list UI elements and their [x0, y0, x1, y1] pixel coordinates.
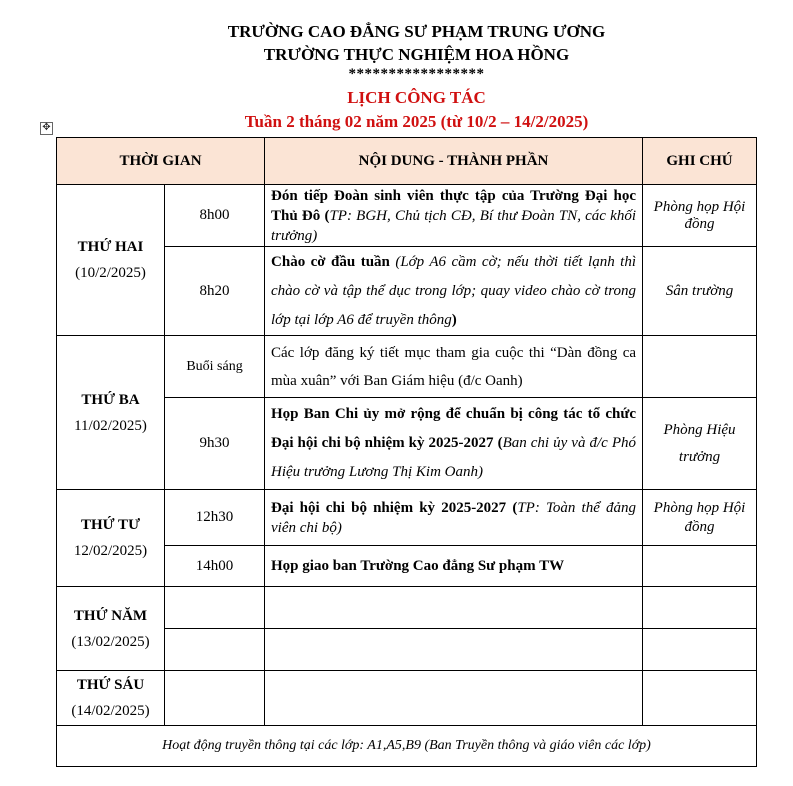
content-cell [265, 629, 643, 671]
content-cell [265, 546, 643, 587]
document-subtitle: Tuần 2 tháng 02 năm 2025 (từ 10/2 – 14/2/2025) [244, 112, 589, 131]
content-italic: TP: Toàn thể đảng viên chi bộ) [271, 499, 637, 536]
day-date: (13/02/2025) [71, 633, 150, 650]
time-cell: 9h30 [165, 398, 265, 490]
sub-school-name: TRƯỜNG THỰC NGHIỆM HOA HỒNG [263, 45, 570, 64]
time-cell: Buổi sáng [165, 336, 265, 398]
school-name: TRƯỜNG CAO ĐẲNG SƯ PHẠM TRUNG ƯƠNG [227, 22, 606, 41]
table-row [57, 185, 757, 247]
content-bold-end: ) [451, 311, 457, 328]
time-cell [165, 671, 265, 726]
note-cell: Phòng họp Hội đồng [643, 185, 757, 247]
table-row [57, 336, 757, 398]
content-italic: (Lớp A6 cầm cờ; nếu thời tiết lạnh thì chào cờ và tập thể dục trong lớp; quay video chào cờ trong lớp tại lớp A6 để truyền thông [271, 253, 637, 328]
note-cell: Phòng họp Hội đồng [643, 490, 757, 546]
content-cell [265, 490, 643, 546]
time-cell [165, 587, 265, 629]
content-italic: Ban chi ủy và đ/c Phó Hiệu trưởng Lương Thị Kim Oanh) [271, 435, 637, 480]
day-cell-wednesday [57, 490, 165, 587]
table-row [57, 490, 757, 546]
content-bold: Đại hội chi bộ nhiệm kỳ 2025-2027 ( [271, 499, 518, 516]
time-cell [165, 629, 265, 671]
content-italic: TP: BGH, Chủ tịch CĐ, Bí thư Đoàn TN, các khối trưởng) [271, 207, 637, 244]
day-date: 12/02/2025) [73, 543, 148, 559]
table-move-handle-icon[interactable]: ✥ [40, 122, 53, 135]
content-cell [265, 247, 643, 336]
note-cell [643, 629, 757, 671]
header-time: THỜI GIAN [57, 138, 265, 185]
schedule-table [56, 137, 757, 767]
content-bold: Họp giao ban Trường Cao đẳng Sư phạm TW [271, 557, 565, 574]
content-cell [265, 587, 643, 629]
table-header-row [57, 138, 757, 185]
time-cell: 8h00 [165, 185, 265, 247]
day-date: (14/02/2025) [71, 703, 150, 719]
note-cell [643, 587, 757, 629]
note-cell: Phòng Hiệu trưởng [643, 398, 757, 490]
header-content: NỘI DUNG - THÀNH PHẦN [265, 138, 643, 185]
day-cell-friday [57, 671, 165, 726]
content-cell [265, 185, 643, 247]
document-title: LỊCH CÔNG TÁC [347, 88, 486, 107]
time-cell: 14h00 [165, 546, 265, 587]
header-note: GHI CHÚ [643, 138, 757, 185]
content-cell: Các lớp đăng ký tiết mục tham gia cuộc thi “Dàn đồng ca mùa xuân” với Ban Giám hiệu (đ/c Oanh) [265, 336, 643, 398]
content-cell [265, 671, 643, 726]
stars-divider: ***************** [348, 66, 485, 82]
table-row [57, 671, 757, 726]
content-bold: Chào cờ đầu tuần [271, 253, 390, 270]
day-name: THỨ SÁU [76, 677, 145, 693]
day-date: 11/02/2025) [74, 417, 147, 434]
day-name: THỨ TƯ [80, 517, 141, 533]
note-cell [643, 546, 757, 587]
content-bold: Họp Ban Chi ủy mở rộng để chuẩn bị công tác tổ chức Đại hội chi bộ nhiệm kỳ 2025-2027 ( [271, 406, 637, 451]
day-cell-monday [57, 185, 165, 336]
table-row [57, 587, 757, 629]
day-name: THỨ HAI [77, 239, 144, 255]
day-cell-thursday [57, 587, 165, 671]
note-cell [643, 671, 757, 726]
content-cell [265, 398, 643, 490]
time-cell: 8h20 [165, 247, 265, 336]
content-bold: Đón tiếp Đoàn sinh viên thực tập của Trường Đại học Thủ Đô ( [271, 187, 637, 224]
note-cell: Sân trường [643, 247, 757, 336]
footer-row [57, 726, 757, 767]
day-date: (10/2/2025) [75, 265, 146, 281]
day-cell-tuesday [57, 336, 165, 490]
time-cell: 12h30 [165, 490, 265, 546]
footer-note: Hoạt động truyền thông tại các lớp: A1,A5,B9 (Ban Truyền thông và giáo viên các lớp) [57, 726, 757, 767]
note-cell [643, 336, 757, 398]
day-name: THỨ NĂM [73, 607, 148, 624]
day-name: THỨ BA [81, 391, 140, 408]
